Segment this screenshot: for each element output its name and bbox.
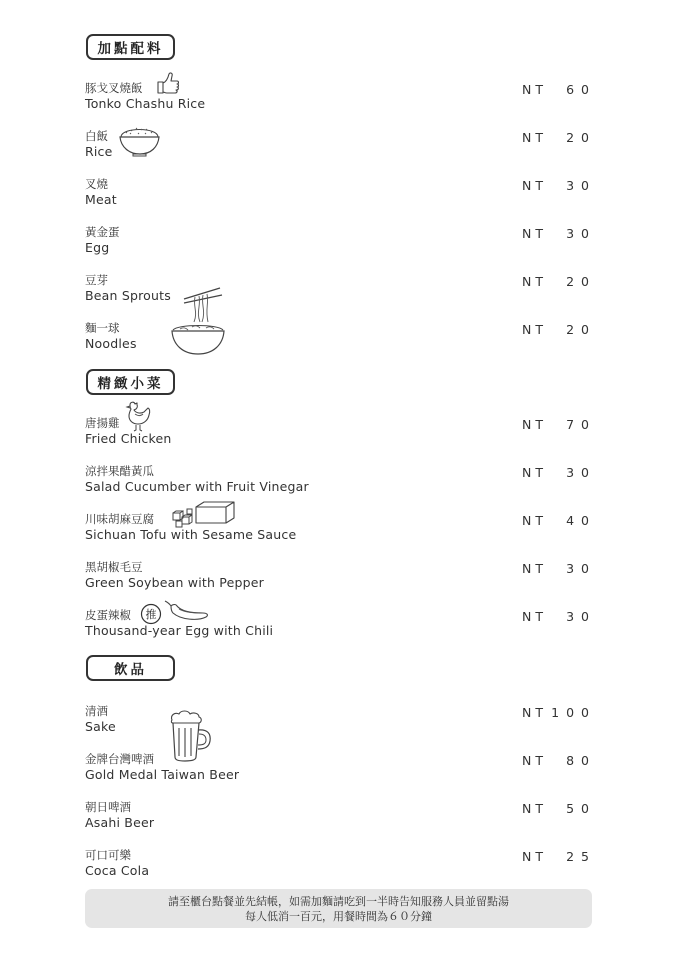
item-name-zh: 黑胡椒毛豆 — [85, 560, 143, 574]
item-name-zh: 金牌台灣啤酒 — [85, 752, 154, 766]
item-price: 20 — [566, 274, 596, 289]
item-price: 30 — [566, 178, 596, 193]
item-price: 60 — [566, 82, 596, 97]
footer-line-2: 每人低消一百元，用餐時間為６０分鐘 — [245, 909, 432, 923]
item-currency: NT — [522, 178, 547, 193]
item-currency: NT — [522, 226, 547, 241]
item-currency: NT — [522, 609, 547, 624]
item-name-zh: 豆芽 — [85, 273, 108, 287]
menu-item-sake — [85, 703, 605, 739]
item-currency: NT — [522, 82, 547, 97]
item-name-en: Noodles — [85, 336, 137, 351]
recommended-badge — [139, 602, 163, 626]
item-name-en: Thousand-year Egg with Chili — [85, 623, 274, 638]
menu-item-noodles — [85, 320, 605, 356]
item-name-zh: 可口可樂 — [85, 848, 131, 862]
menu-item-fried-chicken — [85, 415, 605, 451]
item-currency: NT — [522, 705, 547, 720]
item-name-zh: 皮蛋辣椒 — [85, 608, 131, 622]
item-currency: NT — [522, 274, 547, 289]
item-price: 30 — [566, 226, 596, 241]
item-price: 70 — [566, 417, 596, 432]
item-name-zh: 唐揚雞 — [85, 416, 120, 430]
item-name-en: Coca Cola — [85, 863, 150, 878]
item-name-en: Asahi Beer — [85, 815, 155, 830]
footer-line-1: 請至櫃台點餐並先結帳，如需加麵請吃到一半時告知服務人員並留點湯 — [168, 894, 509, 908]
item-name-en: Egg — [85, 240, 110, 255]
item-name-zh: 豚戈叉燒飯 — [85, 81, 143, 95]
item-name-zh: 川味胡麻豆腐 — [85, 512, 154, 526]
item-price: 20 — [566, 322, 596, 337]
item-currency: NT — [522, 130, 547, 145]
item-name-en: Fried Chicken — [85, 431, 172, 446]
item-name-en: Rice — [85, 144, 113, 159]
item-name-zh: 白飯 — [85, 129, 108, 143]
item-price: 80 — [566, 753, 596, 768]
item-name-zh: 清酒 — [85, 704, 108, 718]
item-price: 50 — [566, 801, 596, 816]
item-currency: NT — [522, 465, 547, 480]
item-price: 30 — [566, 465, 596, 480]
item-currency: NT — [522, 322, 547, 337]
item-price: 30 — [566, 561, 596, 576]
item-name-zh: 朝日啤酒 — [85, 800, 131, 814]
item-price: 40 — [566, 513, 596, 528]
chicken-icon — [121, 399, 153, 433]
item-price: 20 — [566, 130, 596, 145]
beer-mug-icon — [166, 710, 214, 764]
item-name-en: Green Soybean with Pepper — [85, 575, 264, 590]
menu-item-bean-sprouts — [85, 272, 605, 308]
section-title-drinks: 飲品 — [86, 655, 175, 681]
item-currency: NT — [522, 753, 547, 768]
item-name-en: Bean Sprouts — [85, 288, 171, 303]
item-currency: NT — [522, 849, 547, 864]
item-name-en: Gold Medal Taiwan Beer — [85, 767, 240, 782]
menu-item-asahi-beer — [85, 799, 605, 835]
menu-item-sichuan-tofu — [85, 511, 605, 547]
item-currency: NT — [522, 513, 547, 528]
noodle-bowl-icon — [170, 285, 226, 360]
item-price: 25 — [566, 849, 596, 864]
item-name-en: Meat — [85, 192, 117, 207]
footer-notice — [85, 889, 592, 928]
item-currency: NT — [522, 561, 547, 576]
item-price: 30 — [566, 609, 596, 624]
thumbs-up-icon — [155, 70, 181, 96]
menu-item-gold-medal-beer — [85, 751, 605, 787]
badge-label: 推 — [145, 608, 157, 621]
menu-item-green-soybean — [85, 559, 605, 595]
section-title-side-dishes: 精緻小菜 — [86, 369, 175, 395]
menu-item-egg — [85, 224, 605, 260]
menu-item-coca-cola — [85, 847, 605, 883]
item-name-zh: 涼拌果醋黃瓜 — [85, 464, 154, 478]
item-name-zh: 黃金蛋 — [85, 225, 120, 239]
item-name-en: Salad Cucumber with Fruit Vinegar — [85, 479, 309, 494]
menu-item-salad-cucumber — [85, 463, 605, 499]
item-name-en: Tonko Chashu Rice — [85, 96, 206, 111]
chili-icon — [163, 598, 211, 622]
rice-bowl-icon — [118, 124, 161, 158]
item-price: 100 — [551, 705, 596, 720]
item-currency: NT — [522, 801, 547, 816]
menu-item-meat — [85, 176, 605, 212]
item-currency: NT — [522, 417, 547, 432]
tofu-icon — [170, 499, 236, 529]
section-title-toppings: 加點配料 — [86, 34, 175, 60]
item-name-zh: 麵一球 — [85, 321, 120, 335]
item-name-zh: 叉燒 — [85, 177, 108, 191]
item-name-en: Sake — [85, 719, 116, 734]
item-name-en: Sichuan Tofu with Sesame Sauce — [85, 527, 297, 542]
menu-item-rice — [85, 128, 605, 164]
